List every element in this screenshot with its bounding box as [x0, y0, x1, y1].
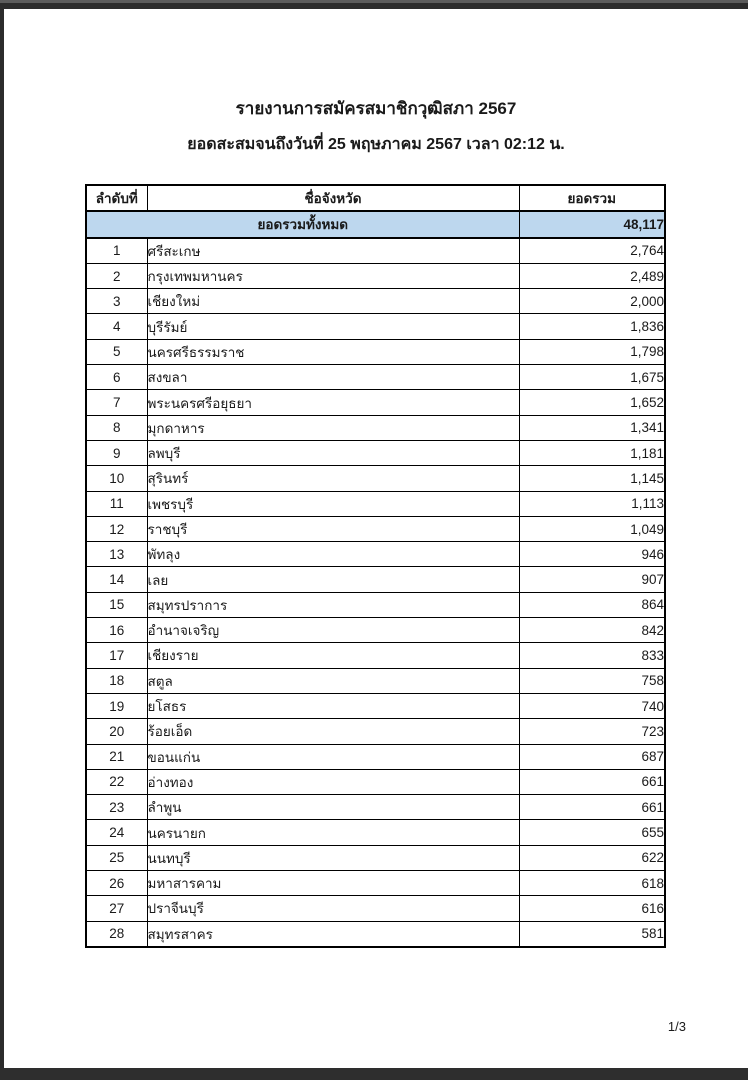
- row-number-cell: 23: [86, 795, 147, 820]
- province-cell: มุกดาหาร: [147, 415, 519, 440]
- row-number-cell: 10: [86, 466, 147, 491]
- row-number-cell: 25: [86, 845, 147, 870]
- total-cell: 1,652: [519, 390, 665, 415]
- total-cell: 616: [519, 896, 665, 921]
- total-cell: 1,145: [519, 466, 665, 491]
- grand-total-row: [86, 211, 665, 237]
- column-header-order: ลำดับที่: [86, 185, 147, 211]
- table-row: [86, 491, 665, 516]
- province-cell: นครนายก: [147, 820, 519, 845]
- viewer-frame-bottom: [0, 1068, 748, 1080]
- total-cell: 842: [519, 618, 665, 643]
- document-page: [4, 9, 748, 1068]
- province-cell: สุรินทร์: [147, 466, 519, 491]
- table-row: [86, 440, 665, 465]
- table-row: [86, 618, 665, 643]
- total-cell: 1,341: [519, 415, 665, 440]
- province-cell: เลย: [147, 567, 519, 592]
- table-row: [86, 390, 665, 415]
- column-header-province: ชื่อจังหวัด: [147, 185, 519, 211]
- row-number-cell: 17: [86, 643, 147, 668]
- province-cell: ยโสธร: [147, 693, 519, 718]
- row-number-cell: 2: [86, 263, 147, 288]
- row-number-cell: 19: [86, 693, 147, 718]
- row-number-cell: 3: [86, 289, 147, 314]
- total-cell: 687: [519, 744, 665, 769]
- total-cell: 1,675: [519, 365, 665, 390]
- province-cell: มหาสารคาม: [147, 871, 519, 896]
- table-row: [86, 567, 665, 592]
- total-cell: 2,764: [519, 238, 665, 264]
- provinces-table: [85, 184, 666, 948]
- province-cell: เพชรบุรี: [147, 491, 519, 516]
- row-number-cell: 5: [86, 339, 147, 364]
- row-number-cell: 16: [86, 618, 147, 643]
- page-number: 1/3: [667, 1019, 686, 1034]
- table-row: [86, 263, 665, 288]
- total-cell: 723: [519, 719, 665, 744]
- province-cell: อำนาจเจริญ: [147, 618, 519, 643]
- table-row: [86, 820, 665, 845]
- report-title: รายงานการสมัครสมาชิกวุฒิสภา 2567: [235, 99, 517, 118]
- province-cell: กรุงเทพมหานคร: [147, 263, 519, 288]
- row-number-cell: 18: [86, 668, 147, 693]
- total-cell: 1,181: [519, 440, 665, 465]
- province-cell: บุรีรัมย์: [147, 314, 519, 339]
- total-cell: 758: [519, 668, 665, 693]
- table-row: [86, 719, 665, 744]
- report-subtitle: ยอดสะสมจนถึงวันที่ 25 พฤษภาคม 2567 เวลา 02:12 น.: [187, 136, 565, 153]
- province-cell: ร้อยเอ็ด: [147, 719, 519, 744]
- row-number-cell: 12: [86, 516, 147, 541]
- row-number-cell: 14: [86, 567, 147, 592]
- viewer-frame-top: [0, 0, 748, 9]
- table-row: [86, 668, 665, 693]
- row-number-cell: 13: [86, 542, 147, 567]
- province-cell: ปราจีนบุรี: [147, 896, 519, 921]
- total-cell: 622: [519, 845, 665, 870]
- row-number-cell: 21: [86, 744, 147, 769]
- row-number-cell: 28: [86, 921, 147, 947]
- total-cell: 618: [519, 871, 665, 896]
- table-row: [86, 592, 665, 617]
- table-row: [86, 693, 665, 718]
- table-row: [86, 643, 665, 668]
- province-cell: สตูล: [147, 668, 519, 693]
- province-cell: สมุทรสาคร: [147, 921, 519, 947]
- row-number-cell: 15: [86, 592, 147, 617]
- table-row: [86, 744, 665, 769]
- row-number-cell: 8: [86, 415, 147, 440]
- row-number-cell: 11: [86, 491, 147, 516]
- row-number-cell: 4: [86, 314, 147, 339]
- province-cell: นครศรีธรรมราช: [147, 339, 519, 364]
- table-row: [86, 365, 665, 390]
- province-cell: พัทลุง: [147, 542, 519, 567]
- total-cell: 1,049: [519, 516, 665, 541]
- total-cell: 907: [519, 567, 665, 592]
- table-row: [86, 769, 665, 794]
- total-cell: 740: [519, 693, 665, 718]
- row-number-cell: 24: [86, 820, 147, 845]
- total-cell: 655: [519, 820, 665, 845]
- province-cell: ลพบุรี: [147, 440, 519, 465]
- total-cell: 946: [519, 542, 665, 567]
- total-cell: 661: [519, 769, 665, 794]
- table-row: [86, 871, 665, 896]
- table-row: [86, 795, 665, 820]
- total-cell: 2,000: [519, 289, 665, 314]
- grand-total-value: 48,117: [519, 211, 665, 237]
- province-cell: นนทบุรี: [147, 845, 519, 870]
- table-row: [86, 238, 665, 264]
- table-row: [86, 516, 665, 541]
- row-number-cell: 26: [86, 871, 147, 896]
- total-cell: 581: [519, 921, 665, 947]
- total-cell: 2,489: [519, 263, 665, 288]
- row-number-cell: 7: [86, 390, 147, 415]
- province-cell: อ่างทอง: [147, 769, 519, 794]
- total-cell: 1,798: [519, 339, 665, 364]
- table-row: [86, 314, 665, 339]
- total-cell: 1,113: [519, 491, 665, 516]
- table-row: [86, 845, 665, 870]
- total-cell: 833: [519, 643, 665, 668]
- total-cell: 661: [519, 795, 665, 820]
- province-cell: เชียงราย: [147, 643, 519, 668]
- row-number-cell: 9: [86, 440, 147, 465]
- table-row: [86, 339, 665, 364]
- table-row: [86, 466, 665, 491]
- table-row: [86, 896, 665, 921]
- province-cell: ศรีสะเกษ: [147, 238, 519, 264]
- row-number-cell: 1: [86, 238, 147, 264]
- province-cell: ราชบุรี: [147, 516, 519, 541]
- row-number-cell: 22: [86, 769, 147, 794]
- province-cell: พระนครศรีอยุธยา: [147, 390, 519, 415]
- row-number-cell: 20: [86, 719, 147, 744]
- column-header-total: ยอดรวม: [519, 185, 665, 211]
- province-cell: ลำพูน: [147, 795, 519, 820]
- row-number-cell: 27: [86, 896, 147, 921]
- table-row: [86, 415, 665, 440]
- province-cell: เชียงใหม่: [147, 289, 519, 314]
- province-cell: สมุทรปราการ: [147, 592, 519, 617]
- province-cell: ขอนแก่น: [147, 744, 519, 769]
- province-cell: สงขลา: [147, 365, 519, 390]
- table-row: [86, 921, 665, 947]
- total-cell: 1,836: [519, 314, 665, 339]
- grand-total-label: ยอดรวมทั้งหมด: [86, 211, 519, 237]
- row-number-cell: 6: [86, 365, 147, 390]
- table-row: [86, 542, 665, 567]
- table-row: [86, 289, 665, 314]
- table-header-row: [86, 185, 665, 211]
- total-cell: 864: [519, 592, 665, 617]
